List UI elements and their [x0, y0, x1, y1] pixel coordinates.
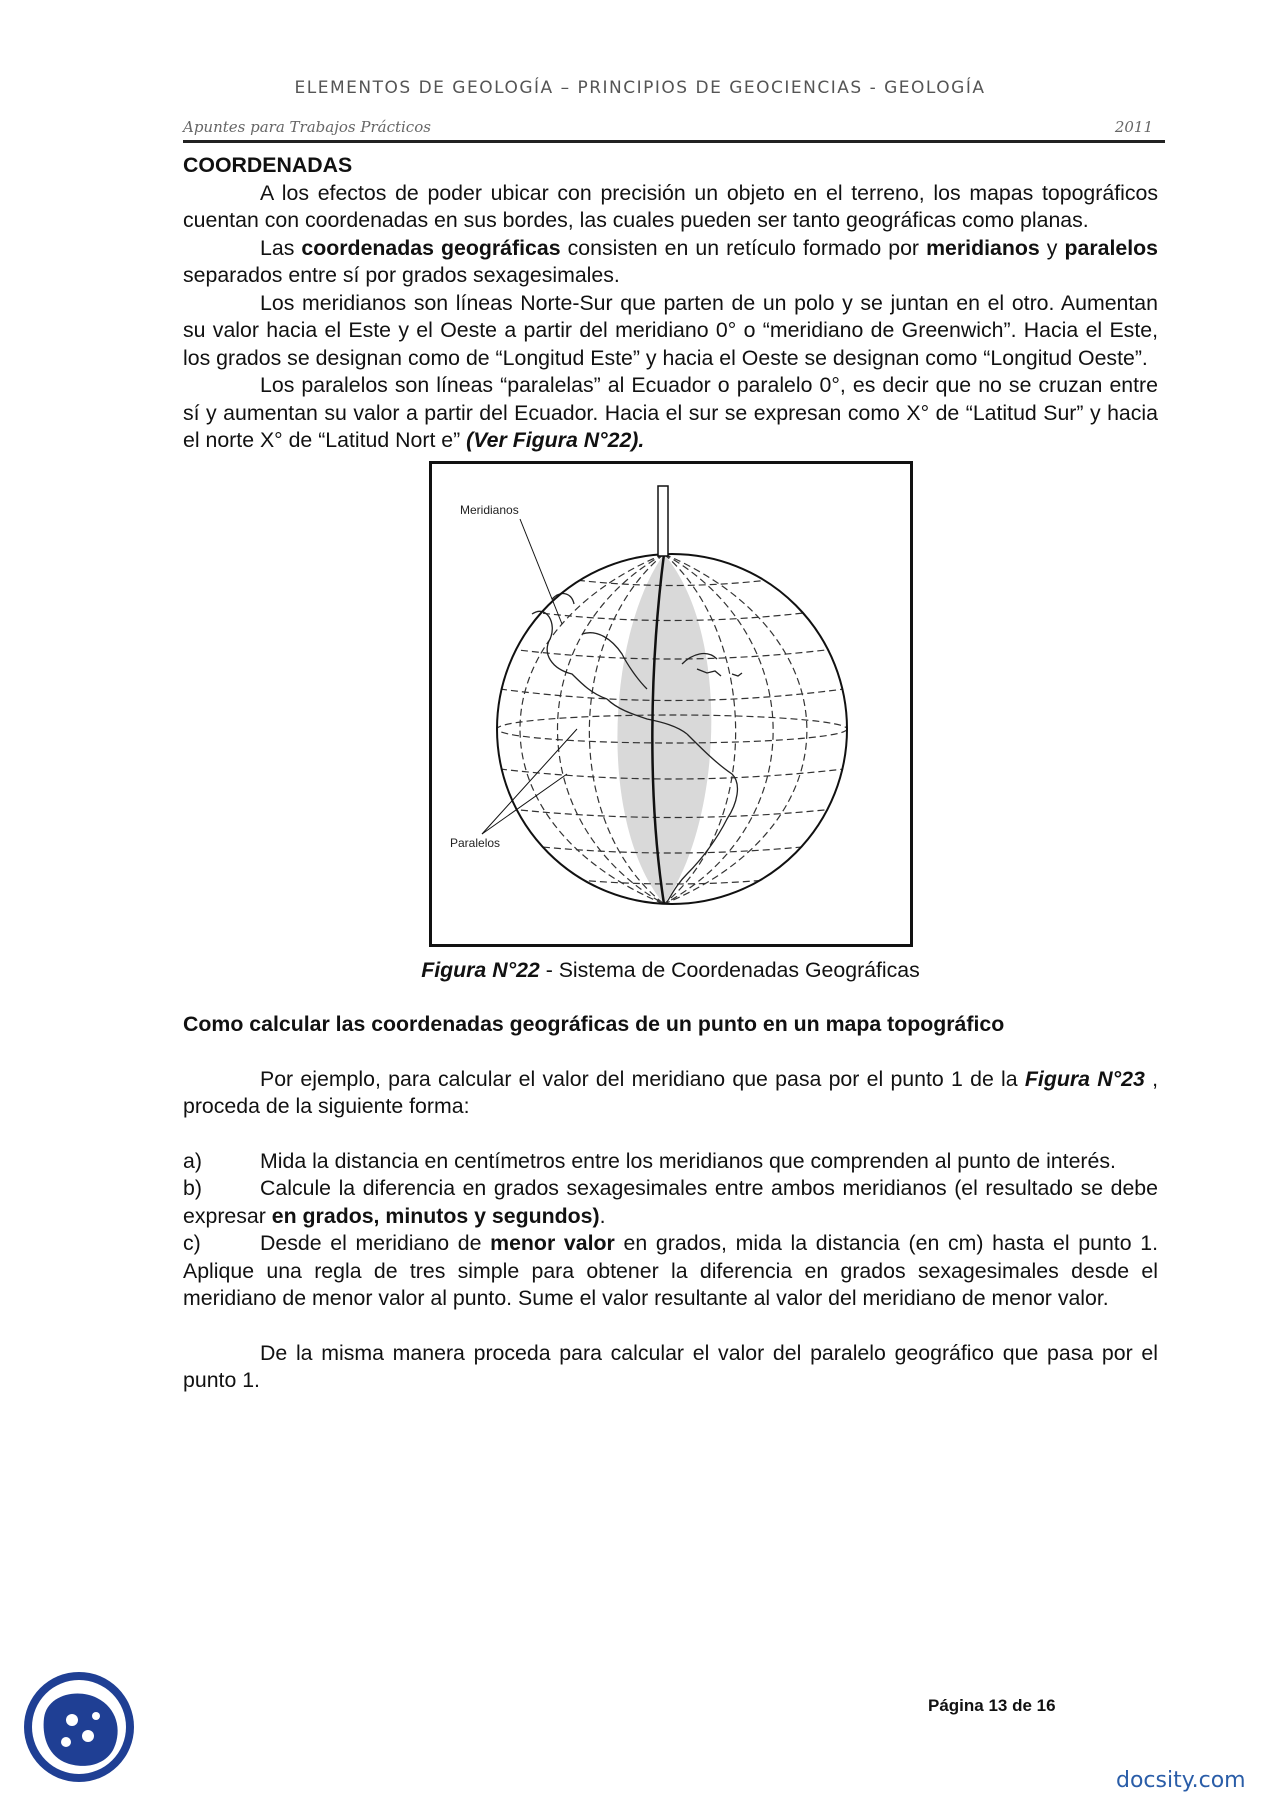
header-year: 2011	[1114, 118, 1153, 136]
page-content	[183, 152, 1158, 1395]
section-title: COORDENADAS	[183, 153, 353, 177]
globe-figure	[429, 461, 913, 947]
figure-caption: Figura N°22 - Sistema de Coordenadas Geográficas	[421, 957, 920, 982]
header-rule	[183, 140, 1165, 143]
paragraph-6: De la misma manera proceda para calcular el valor del paralelo geográfico que pasa por el punto 1.	[183, 1340, 1158, 1392]
list-item-b: b) Calcule la diferencia en grados sexagesimales entre ambos meridianos (el resultado se debe expresar en grados, minutos y segundos).	[183, 1176, 1158, 1228]
header-subtitle-row	[183, 118, 1165, 140]
label-meridianos: Meridianos	[459, 502, 519, 517]
list-item-c: c) Desde el meridiano de menor valor en grados, mida la distancia (en cm) hasta el punto 1. Aplique una regla de tres simple para obtener la diferencia en grados sexagesimales desde el meridiano de menor valor al punto. Sume el valor resultante al valor del meridiano de menor valor.	[183, 1231, 1159, 1310]
globe-illustration	[432, 464, 910, 944]
paragraph-4: Los paralelos son líneas “paralelas” al Ecuador o paralelo 0°, es decir que no se cruzan entre sí y aumentan su valor a partir del Ecuador. Hacia el sur se expresan como X° de “Latitud Sur” y hacia el norte X° de “Latitud Nort e” (Ver Figura N°22).	[183, 373, 1158, 452]
paragraph-3: Los meridianos son líneas Norte-Sur que parten de un polo y se juntan en el otro. Aumentan su valor hacia el Este y el Oeste a partir del meridiano 0° o “meridiano de Greenwich”. Hacia el Este, los grados se designan como de “Longitud Este” y hacia el Oeste se designan como “Longitud Oeste”.	[183, 290, 1158, 370]
paragraph-2: Las coordenadas geográficas consisten en un retículo formado por meridianos y paralelos separados entre sí por grados sexagesimales.	[183, 235, 1158, 287]
paragraph-5: Por ejemplo, para calcular el valor del meridiano que pasa por el punto 1 de la Figura N°23 , proceda de la siguiente forma:	[183, 1066, 1158, 1118]
subsection-title: Como calcular las coordenadas geográficas de un punto en un mapa topográfico	[183, 1012, 1005, 1036]
list-item-a: a) Mida la distancia en centímetros entre los meridianos que comprenden al punto de interés.	[183, 1148, 1116, 1173]
docsity-logo	[22, 1670, 137, 1785]
page-number: Página 13 de 16	[928, 1696, 1056, 1715]
header-course: ELEMENTOS DE GEOLOGÍA – PRINCIPIOS DE GEOCIENCIAS - GEOLOGÍA	[294, 78, 986, 98]
header-subtitle: Apuntes para Trabajos Prácticos	[183, 118, 431, 136]
docsity-watermark: docsity.com	[1116, 1768, 1246, 1793]
label-paralelos: Paralelos	[449, 835, 500, 850]
paragraph-1: A los efectos de poder ubicar con precisión un objeto en el terreno, los mapas topográficos cuentan con coordenadas en sus bordes, las cuales pueden ser tanto geográficas como planas.	[183, 180, 1158, 232]
